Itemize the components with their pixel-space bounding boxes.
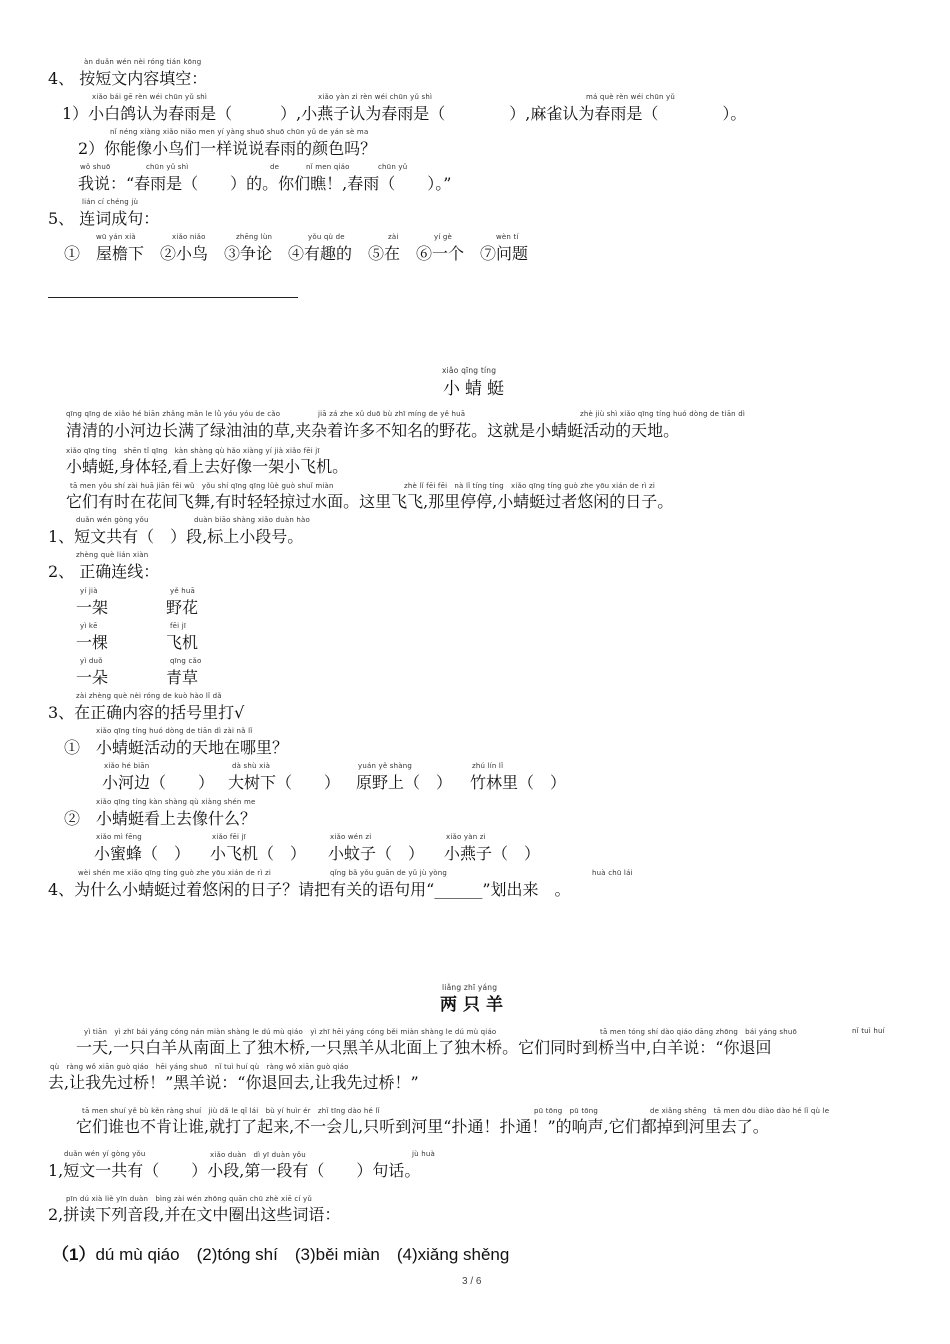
question-5-label: 5、 连词成句： xyxy=(48,209,160,228)
match-left-item: 一棵 xyxy=(76,633,109,652)
pinyin: fēi jī xyxy=(170,622,187,630)
question-1: 1、短文共有（ ）段,标上小段号。 xyxy=(48,527,304,546)
title-pinyin: liǎng zhī yáng xyxy=(442,983,498,992)
pinyin: xiǎo yàn zi rèn wéi chūn yǔ shì xyxy=(318,93,433,101)
answer-line xyxy=(48,297,298,298)
item-number: （1） xyxy=(52,1245,96,1264)
pinyin: zhè lǐ fēi fēi nà lǐ tíng tíng xiǎo qīng tíng guò zhe yōu xián de rì zi xyxy=(404,482,656,490)
pinyin: yí gè xyxy=(434,233,453,241)
question-3a: ① 小蜻蜓活动的天地在哪里？ xyxy=(64,738,289,757)
pinyin: chūn yǔ shì xyxy=(146,163,189,171)
match-right-item: 青草 xyxy=(166,668,199,687)
pinyin: chūn yǔ xyxy=(378,163,408,171)
passage-paragraph: 小蜻蜓,身体轻,看上去好像一架小飞机。 xyxy=(66,457,349,476)
question-4-2: 2）你能像小鸟们一样说说春雨的颜色吗？ xyxy=(78,139,377,158)
option-item: 原野上（ ） xyxy=(356,773,453,792)
match-right-item: 飞机 xyxy=(166,633,199,652)
option-item: 小飞机（ ） xyxy=(210,844,307,863)
pinyin: nǐ tuì huí xyxy=(852,1027,885,1035)
pinyin: jù huà xyxy=(412,1150,435,1158)
pinyin: yuán yě shàng xyxy=(358,762,413,770)
question-1: 1,短文一共有（ ）小段,第一段有（ ）句话。 xyxy=(48,1161,421,1180)
pinyin-items xyxy=(52,1240,509,1265)
pinyin: xiǎo yàn zi xyxy=(446,833,486,841)
pinyin: huà chū lái xyxy=(592,869,633,877)
pinyin: qǐng bǎ yǒu guān de yǔ jù yòng xyxy=(330,869,448,877)
pinyin: qīng qīng de xiǎo hé biān zhǎng mǎn le lǜ yóu yóu de cǎo xyxy=(66,410,281,418)
pinyin: pīn dú xià liè yīn duàn bìng zài wén zhōng quān chū zhè xiē cí yǔ xyxy=(66,1195,312,1203)
pinyin-words: dú mù qiáo (2)tóng shí (3)běi miàn (4)xiǎng shěng xyxy=(95,1245,510,1264)
pinyin: nǐ néng xiàng xiǎo niǎo men yí yàng shuō shuō chūn yǔ de yán sè ma xyxy=(110,128,369,136)
pinyin: àn duǎn wén nèi róng tián kōng xyxy=(84,58,202,66)
question-4-1: 1）小白鸽认为春雨是（ ）,小燕子认为春雨是（ ）,麻雀认为春雨是（ ）。 xyxy=(62,104,747,123)
page-number: 3 / 6 xyxy=(462,1276,482,1287)
pinyin: zài xyxy=(388,233,399,241)
pinyin: yì duǒ xyxy=(80,657,103,665)
option-item: 竹林里（ ） xyxy=(470,773,567,792)
pinyin: xiǎo wén zi xyxy=(330,833,372,841)
pinyin: xiǎo qīng tíng shēn tǐ qīng kàn shàng qù hǎo xiàng yí jià xiǎo fēi jī xyxy=(66,447,320,455)
pinyin: xiǎo qīng tíng huó dòng de tiān dì zài nǎ lǐ xyxy=(96,727,253,735)
pinyin: xiǎo fēi jī xyxy=(212,833,246,841)
passage-paragraph: 它们有时在花间飞舞,有时轻轻掠过水面。这里飞飞,那里停停,小蜻蜓过者悠闲的日子。 xyxy=(66,492,674,511)
pinyin: qù ràng wǒ xiān guò qiáo hēi yáng shuō nǐ tuì huí qù ràng wǒ xiān guò qiáo xyxy=(50,1063,349,1071)
pinyin: duǎn wén gòng yǒu xyxy=(76,516,149,524)
pinyin: zhú lín lǐ xyxy=(472,762,504,770)
pinyin: yě huā xyxy=(170,587,196,595)
pinyin: xiǎo mì fēng xyxy=(96,833,142,841)
question-3b: ② 小蜻蜓看上去像什么？ xyxy=(64,809,257,828)
question-4: 4、为什么小蜻蜓过着悠闲的日子？请把有关的语句用“______”划出来 。 xyxy=(48,880,571,899)
pinyin: de xyxy=(270,163,280,171)
match-right-item: 野花 xyxy=(166,598,199,617)
pinyin: zhèng què lián xiàn xyxy=(76,551,149,559)
option-item: 小蜜蜂（ ） xyxy=(94,844,191,863)
pinyin: wǒ shuō xyxy=(80,163,111,171)
pinyin: tā men shuí yě bù kěn ràng shuí jiù dǎ le qǐ lái bù yí huìr ér zhǐ tīng dào hé lǐ xyxy=(82,1107,380,1115)
pinyin: zài zhèng què nèi róng de kuò hào lǐ dǎ xyxy=(76,692,222,700)
question-4-3: 我说：“春雨是（ ）的。你们瞧！,春雨（ ）。” xyxy=(78,174,452,193)
pinyin: tā men tóng shí dào qiáo dāng zhōng bái yáng shuō xyxy=(600,1028,798,1036)
passage-paragraph: 它们谁也不肯让谁,就打了起来,不一会儿,只听到河里“扑通！扑通！”的响声,它们都掉到河里去了。 xyxy=(76,1117,769,1136)
pinyin: lián cí chéng jù xyxy=(82,198,139,206)
pinyin: pū tōng pū tōng xyxy=(534,1107,599,1115)
pinyin: duǎn wén yí gòng yǒu xyxy=(64,1150,146,1158)
match-left-item: 一架 xyxy=(76,598,109,617)
pinyin: xiǎo bái gē rèn wéi chūn yǔ shì xyxy=(92,93,208,101)
pinyin: duàn biāo shàng xiǎo duàn hào xyxy=(194,516,311,524)
pinyin: dà shù xià xyxy=(232,762,271,770)
pinyin: zhēng lùn xyxy=(236,233,273,241)
passage-title: 两只羊 xyxy=(440,995,509,1015)
title-pinyin: xiǎo qīng tíng xyxy=(442,366,497,375)
pinyin: de xiǎng shēng tā men dōu diào dào hé lǐ qù le xyxy=(650,1107,830,1115)
pinyin: jiā zá zhe xǔ duō bù zhī míng de yě huā xyxy=(318,410,466,418)
passage-paragraph: 去,让我先过桥！”黑羊说：“你退回去,让我先过桥！” xyxy=(48,1073,419,1092)
pinyin: yì kē xyxy=(80,622,98,630)
option-item: 大树下（ ） xyxy=(228,773,341,792)
option-item: 小河边（ ） xyxy=(102,773,215,792)
pinyin: yǒu qù de xyxy=(308,233,345,241)
pinyin: xiǎo niǎo xyxy=(172,233,206,241)
pinyin: qīng cǎo xyxy=(170,657,202,665)
question-3: 3、在正确内容的括号里打√ xyxy=(48,703,245,722)
question-4-label: 4、 按短文内容填空： xyxy=(48,69,208,88)
pinyin: nǐ men qiáo xyxy=(306,163,350,171)
passage-paragraph: 清清的小河边长满了绿油油的草,夹杂着许多不知名的野花。这就是小蜻蜓活动的天地。 xyxy=(66,421,680,440)
pinyin: tā men yǒu shí zài huā jiān fēi wǔ yǒu shí qīng qīng lüè guò shuǐ miàn xyxy=(70,482,334,490)
pinyin: wèi shén me xiǎo qīng tíng guò zhe yōu xián de rì zi xyxy=(78,869,271,877)
pinyin: yì tiān yì zhī bái yáng cóng nán miàn shàng le dú mù qiáo yì zhī hēi yáng cóng běi miàn shàng le dú mù qiáo xyxy=(84,1028,497,1036)
option-item: 小燕子（ ） xyxy=(444,844,541,863)
pinyin: má què rèn wéi chūn yǔ xyxy=(586,93,676,101)
question-2: 2、 正确连线： xyxy=(48,562,160,581)
match-left-item: 一朵 xyxy=(76,668,109,687)
pinyin: xiǎo qīng tíng kàn shàng qù xiàng shén me xyxy=(96,798,256,806)
passage-paragraph: 一天,一只白羊从南面上了独木桥,一只黑羊从北面上了独木桥。它们同时到桥当中,白羊说：“你退回 xyxy=(76,1038,772,1057)
pinyin: wū yán xià xyxy=(96,233,136,241)
option-item: 小蚊子（ ） xyxy=(328,844,425,863)
pinyin: zhè jiù shì xiǎo qīng tíng huó dòng de tiān dì xyxy=(580,410,746,418)
question-2: 2,拼读下列音段,并在文中圈出这些词语： xyxy=(48,1205,341,1224)
passage-title: 小蜻蜓 xyxy=(443,379,509,399)
question-5-items: ① 屋檐下 ②小鸟 ③争论 ④有趣的 ⑤在 ⑥一个 ⑦问题 xyxy=(64,244,529,263)
pinyin: yí jià xyxy=(80,587,98,595)
pinyin: xiǎo duàn dì yī duàn yǒu xyxy=(210,1151,306,1159)
pinyin: wèn tí xyxy=(496,233,519,241)
pinyin: xiǎo hé biān xyxy=(104,762,150,770)
